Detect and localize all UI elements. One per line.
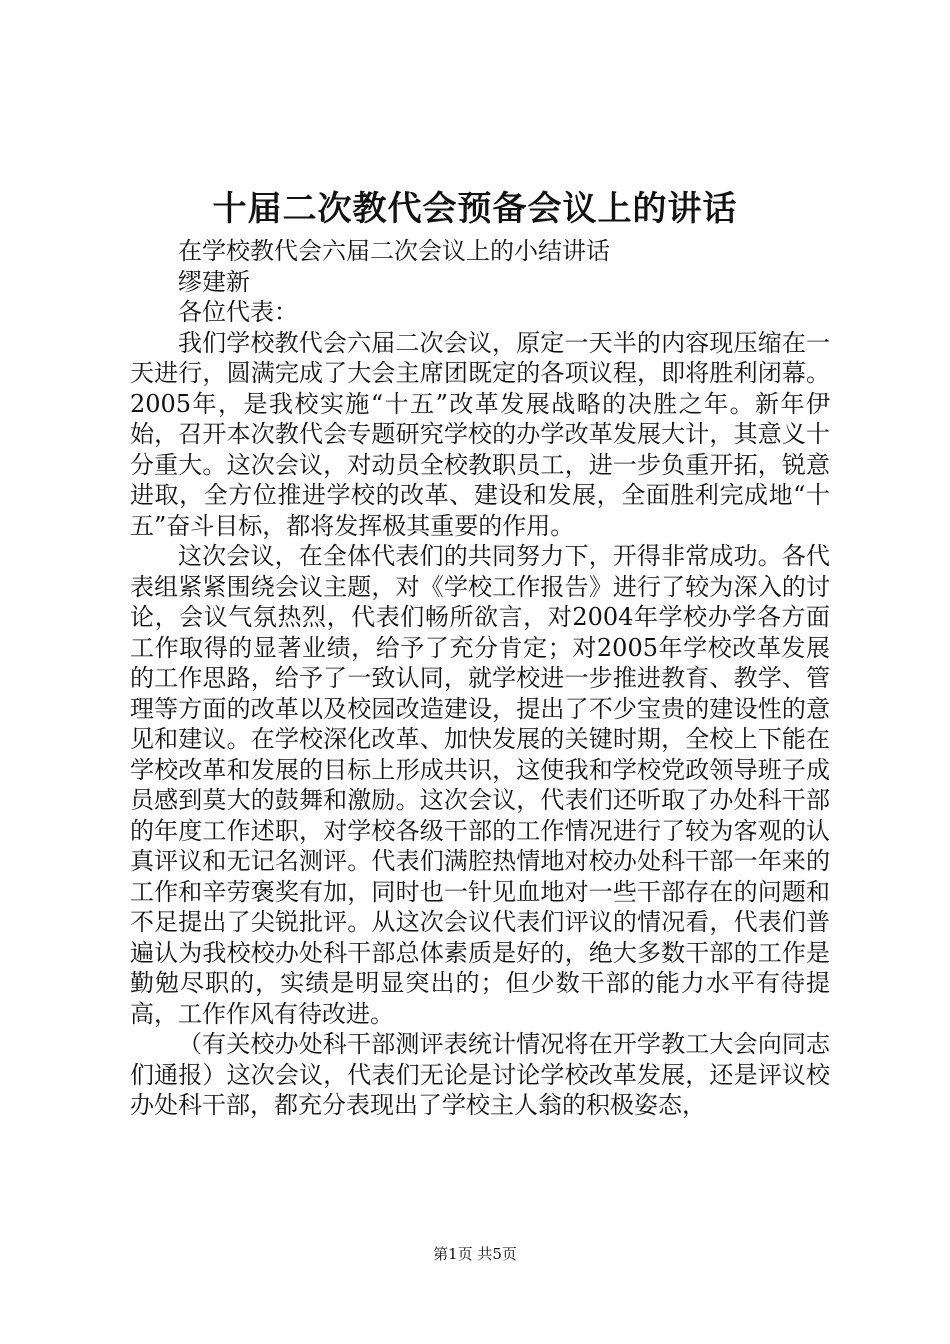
document-body (130, 236, 830, 1121)
subtitle-line: 在学校教代会六届二次会议上的小结讲话 (178, 237, 610, 265)
paragraph-1: 我们学校教代会六届二次会议，原定一天半的内容现压缩在一天进行，圆满完成了大会主席团既定的各项议程，即将胜利闭幕。2005年，是我校实施“十五”改革发展战略的决胜之年。新年伊始，召开本次教代会专题研究学校的办学改革发展大计，其意义十分重大。这次会议，对动员全校教职员工，进一步负重开拓，锐意进取，全方位推进学校的改革、建设和发展，全面胜利完成地“十五”奋斗目标，都将发挥极其重要的作用。 (130, 328, 830, 540)
page-footer: 第1页 共5页 (433, 1245, 517, 1263)
document-title: 十届二次教代会预备会议上的讲话 (212, 189, 738, 229)
paragraph-2: 这次会议，在全体代表们的共同努力下，开得非常成功。各代表组紧紧围绕会议主题，对《学校工作报告》进行了较为深入的讨论，会议气氛热烈，代表们畅所欲言，对2004年学校办学各方面工作取得的显著业绩，给予了充分肯定；对2005年学校改革发展的工作思路，给予了一致认同，就学校进一步推进教育、教学、管理等方面的改革以及校园改造建设，提出了不少宝贵的建设性的意见和建议。在学校深化改革、加快发展的关键时期，全校上下能在学校改革和发展的目标上形成共识，这使我和学校党政领导班子成员感到莫大的鼓舞和激励。这次会议，代表们还听取了办处科干部的年度工作述职，对学校各级干部的工作情况进行了较为客观的认真评议和无记名测评。代表们满腔热情地对校办处科干部一年来的工作和辛劳褒奖有加，同时也一针见血地对一些干部存在的问题和不足提出了尖锐批评。从这次会议代表们评议的情况看，代表们普遍认为我校校办处科干部总体素质是好的，绝大多数干部的工作是勤勉尽职的，实绩是明显突出的；但少数干部的能力水平有待提高，工作作风有待改进。 (130, 542, 830, 1028)
salutation-line: 各位代表： (178, 298, 298, 326)
paragraph-3: （有关校办处科干部测评表统计情况将在开学教工大会向同志们通报）这次会议，代表们无论是讨论学校改革发展，还是评议校办处科干部，都充分表现出了学校主人翁的积极姿态， (130, 1030, 830, 1119)
author-line: 缪建新 (178, 267, 250, 296)
